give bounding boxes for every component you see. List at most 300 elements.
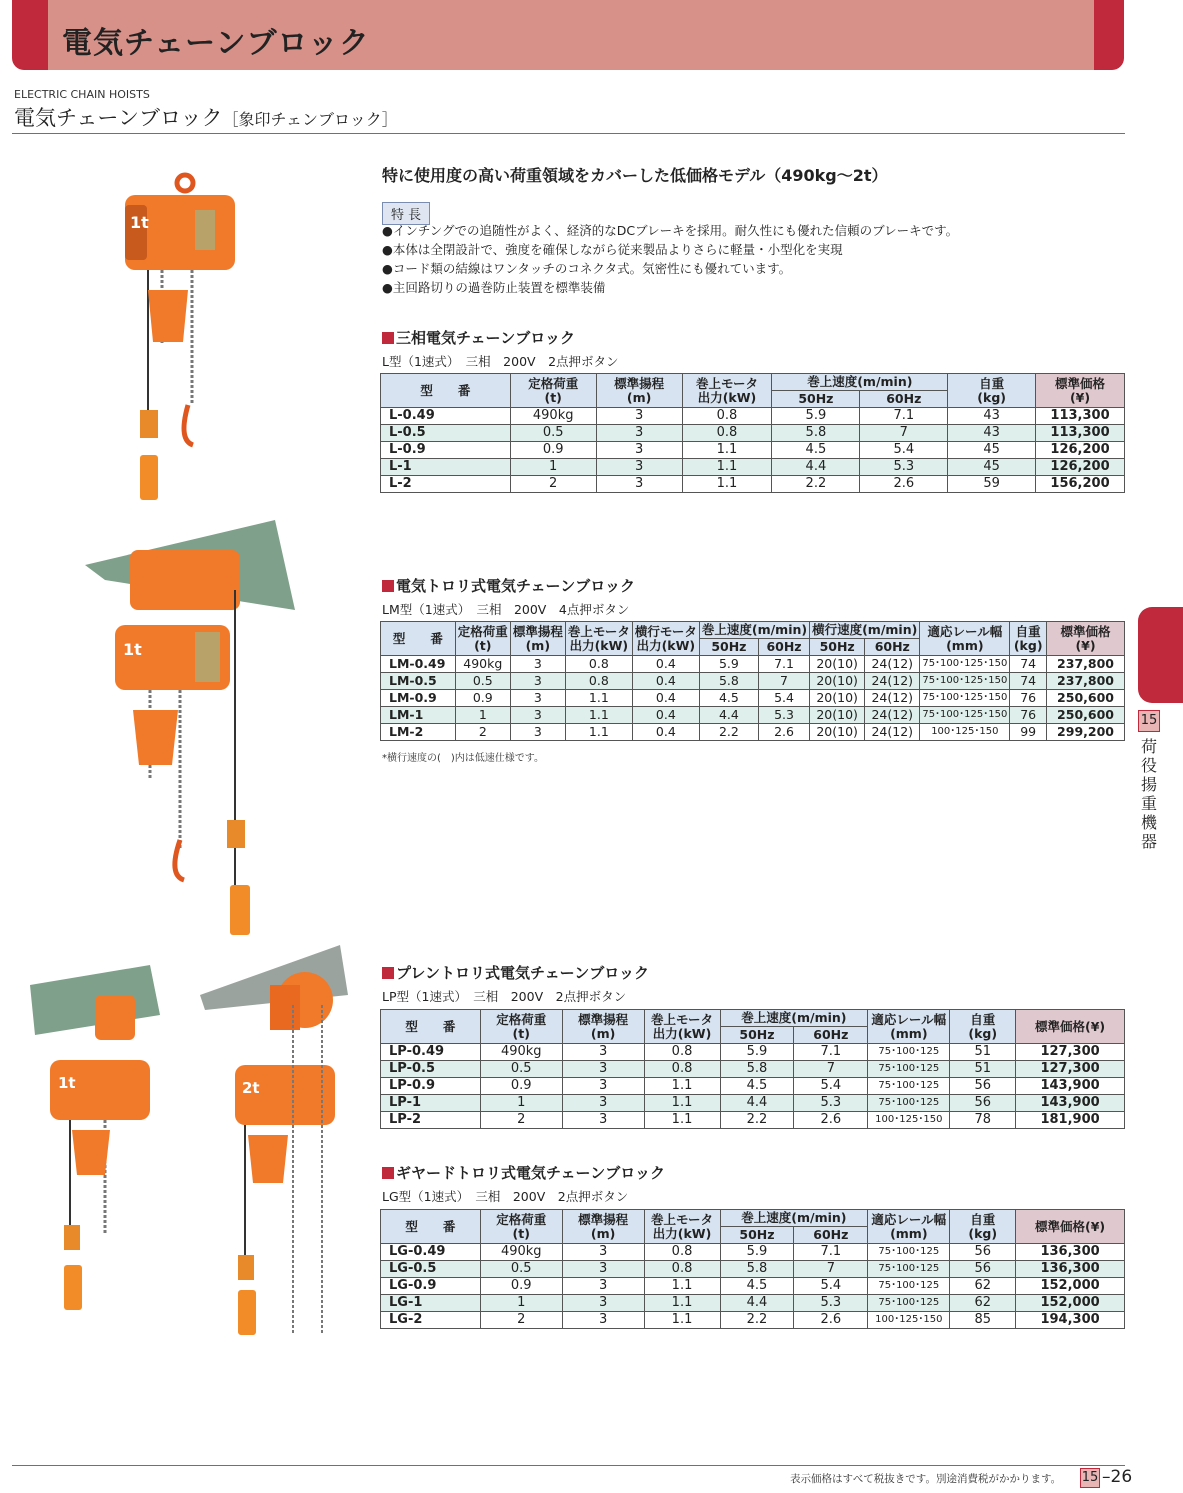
section-title-text: ギヤードトロリ式電気チェーンブロック: [396, 1164, 665, 1182]
col-header-weight: 自重 (kg): [1010, 622, 1047, 656]
table-cell: 1.1: [644, 1078, 720, 1095]
table-cell: 56: [950, 1244, 1016, 1261]
table-cell: 3: [562, 1061, 644, 1078]
table-cell: 56: [950, 1078, 1016, 1095]
price-cell: 127,300: [1016, 1061, 1125, 1078]
col-header-motor: 巻上モータ 出力(kW): [644, 1010, 720, 1044]
table-cell: 45: [948, 459, 1036, 476]
col-header-60hz: 60Hz: [865, 639, 920, 656]
table-cell: 74: [1010, 656, 1047, 673]
table-cell: 56: [950, 1095, 1016, 1112]
col-header-lift: 標準揚程 (m): [510, 622, 565, 656]
table-cell: 0.8: [644, 1044, 720, 1061]
spec-table-lm: [380, 621, 1125, 741]
table-cell: 20(10): [810, 707, 865, 724]
model-cell: LG-2: [381, 1312, 481, 1329]
price-cell: 237,800: [1047, 656, 1125, 673]
table-cell: 75･100･125: [868, 1061, 950, 1078]
table-cell: 7: [794, 1261, 868, 1278]
table-row: [381, 690, 1125, 707]
table-cell: 3: [510, 690, 565, 707]
col-header-60hz: 60Hz: [758, 639, 809, 656]
price-cell: 143,900: [1016, 1078, 1125, 1095]
subtitle-en: ELECTRIC CHAIN HOISTS: [14, 88, 150, 101]
col-header-speed: 巻上速度(m/min): [699, 622, 809, 639]
model-cell: L-0.49: [381, 408, 511, 425]
price-cell: 127,300: [1016, 1044, 1125, 1061]
table-cell: 7: [758, 673, 809, 690]
table-cell: 4.5: [699, 690, 758, 707]
table-cell: 2.6: [758, 724, 809, 741]
section-marker: [382, 967, 394, 979]
section-subtitle-lm: LM型（1速式） 三相 200V 4点押ボタン: [382, 602, 630, 617]
table-cell: 4.5: [720, 1078, 794, 1095]
table-row: [381, 1061, 1125, 1078]
col-header-50hz: 50Hz: [810, 639, 865, 656]
capacity-label: 1t: [58, 1074, 76, 1092]
table-row: [381, 1044, 1125, 1061]
table-cell: 5.8: [772, 425, 860, 442]
table-row: [381, 442, 1125, 459]
col-header-speed: 巻上速度(m/min): [720, 1010, 868, 1027]
model-cell: L-2: [381, 476, 511, 493]
price-cell: 181,900: [1016, 1112, 1125, 1129]
table-cell: 3: [596, 408, 682, 425]
table-cell: 3: [596, 442, 682, 459]
page-number: –26: [1102, 1467, 1133, 1487]
table-cell: 3: [562, 1112, 644, 1129]
col-header-load: 定格荷重 (t): [510, 374, 596, 408]
table-cell: 3: [510, 673, 565, 690]
col-header-traverse-motor: 横行モータ 出力(kW): [632, 622, 699, 656]
table-cell: 62: [950, 1278, 1016, 1295]
table-cell: 75･100･125: [868, 1078, 950, 1095]
price-cell: 152,000: [1016, 1295, 1125, 1312]
table-cell: 2: [480, 1112, 562, 1129]
side-chapter-number: 15: [1138, 710, 1160, 732]
model-cell: L-0.9: [381, 442, 511, 459]
table-row: [381, 476, 1125, 493]
side-tab: [1138, 607, 1183, 703]
table-cell: 4.4: [720, 1295, 794, 1312]
table-cell: 75･100･125: [868, 1295, 950, 1312]
table-cell: 56: [950, 1261, 1016, 1278]
price-cell: 152,000: [1016, 1278, 1125, 1295]
price-cell: 113,300: [1036, 408, 1125, 425]
table-cell: 75･100･125: [868, 1278, 950, 1295]
hoist-photo-lp-lg: [30, 945, 350, 1340]
col-header-50hz: 50Hz: [720, 1027, 794, 1044]
section-marker: [382, 1167, 394, 1179]
table-cell: 1: [480, 1095, 562, 1112]
price-cell: 126,200: [1036, 459, 1125, 476]
col-header-rail: 適応レール幅 (mm): [868, 1210, 950, 1244]
table-cell: 490kg: [510, 408, 596, 425]
table-cell: 51: [950, 1044, 1016, 1061]
table-cell: 5.4: [860, 442, 948, 459]
section-title-lp: [382, 962, 649, 983]
table-cell: 1.1: [682, 442, 772, 459]
table-cell: 4.5: [772, 442, 860, 459]
table-cell: 7.1: [794, 1044, 868, 1061]
header-rule: [12, 133, 1125, 134]
lead-text: 特に使用度の高い荷重領域をカバーした低価格モデル（490kg〜2t）: [382, 166, 888, 185]
col-header-motor: 巻上モータ 出力(kW): [644, 1210, 720, 1244]
table-cell: 5.3: [794, 1095, 868, 1112]
table-cell: 3: [562, 1244, 644, 1261]
table-cell: 4.4: [772, 459, 860, 476]
table-row: [381, 1261, 1125, 1278]
table-cell: 4.5: [720, 1278, 794, 1295]
table-cell: 45: [948, 442, 1036, 459]
price-cell: 136,300: [1016, 1261, 1125, 1278]
table-row: [381, 1095, 1125, 1112]
table-cell: 24(12): [865, 690, 920, 707]
table-cell: 0.8: [565, 656, 632, 673]
traverse-speed-note: *横行速度の( )内は低速仕様です。: [382, 753, 545, 764]
spec-table-lg: [380, 1209, 1125, 1329]
table-cell: 0.8: [644, 1261, 720, 1278]
model-cell: LG-0.9: [381, 1278, 481, 1295]
table-cell: 2.2: [720, 1112, 794, 1129]
price-cell: 194,300: [1016, 1312, 1125, 1329]
section-subtitle-lp: LP型（1速式） 三相 200V 2点押ボタン: [382, 989, 627, 1004]
table-row: [381, 1312, 1125, 1329]
table-row: [381, 673, 1125, 690]
table-cell: 59: [948, 476, 1036, 493]
capacity-label: 2t: [242, 1079, 260, 1097]
col-header-lift: 標準揚程 (m): [562, 1210, 644, 1244]
table-cell: 1: [480, 1295, 562, 1312]
table-cell: 4.4: [699, 707, 758, 724]
table-cell: 1.1: [565, 707, 632, 724]
header-banner: [12, 0, 1124, 70]
col-header-rail: 適応レール幅 (mm): [868, 1010, 950, 1044]
table-cell: 5.8: [699, 673, 758, 690]
section-title-lm: [382, 575, 635, 596]
table-cell: 99: [1010, 724, 1047, 741]
feature-item: ●コード類の結線はワンタッチのコネクタ式。気密性にも優れています。: [382, 261, 792, 276]
table-cell: 3: [596, 476, 682, 493]
table-cell: 43: [948, 425, 1036, 442]
capacity-label: 1t: [123, 640, 142, 659]
table-cell: 3: [510, 707, 565, 724]
table-cell: 1.1: [565, 690, 632, 707]
price-cell: 113,300: [1036, 425, 1125, 442]
footer-rule: [12, 1465, 1125, 1466]
table-cell: 1: [455, 707, 510, 724]
table-cell: 490kg: [480, 1044, 562, 1061]
table-cell: 3: [562, 1295, 644, 1312]
section-title-text: 電気トロリ式電気チェーンブロック: [396, 577, 635, 595]
section-subtitle-lg: LG型（1速式） 三相 200V 2点押ボタン: [382, 1189, 629, 1204]
table-cell: 76: [1010, 707, 1047, 724]
table-row: [381, 1244, 1125, 1261]
capacity-label: 1t: [130, 213, 149, 232]
col-header-traverse-speed: 横行速度(m/min): [810, 622, 920, 639]
col-header-rail: 適応レール幅 (mm): [920, 622, 1010, 656]
table-cell: 24(12): [865, 673, 920, 690]
table-cell: 0.4: [632, 690, 699, 707]
table-row: [381, 408, 1125, 425]
table-cell: 1.1: [644, 1095, 720, 1112]
table-cell: 20(10): [810, 724, 865, 741]
table-cell: 3: [562, 1312, 644, 1329]
table-cell: 75･100･125: [868, 1261, 950, 1278]
table-cell: 7: [794, 1061, 868, 1078]
table-cell: 4.4: [720, 1095, 794, 1112]
table-cell: 2: [480, 1312, 562, 1329]
table-cell: 3: [562, 1078, 644, 1095]
table-cell: 5.9: [720, 1244, 794, 1261]
section-marker: [382, 332, 394, 344]
table-cell: 3: [562, 1044, 644, 1061]
table-cell: 7.1: [860, 408, 948, 425]
table-cell: 490kg: [480, 1244, 562, 1261]
model-cell: L-1: [381, 459, 511, 476]
table-cell: 1.1: [644, 1295, 720, 1312]
table-cell: 3: [562, 1261, 644, 1278]
model-cell: LP-0.9: [381, 1078, 481, 1095]
table-cell: 5.9: [772, 408, 860, 425]
table-cell: 7.1: [794, 1244, 868, 1261]
section-title-l: [382, 327, 575, 348]
table-row: [381, 1112, 1125, 1129]
col-header-motor: 巻上モータ 出力(kW): [682, 374, 772, 408]
col-header-price: 標準価格(¥): [1016, 1010, 1125, 1044]
table-cell: 0.8: [565, 673, 632, 690]
table-cell: 0.9: [455, 690, 510, 707]
table-cell: 7.1: [758, 656, 809, 673]
table-cell: 51: [950, 1061, 1016, 1078]
table-cell: 0.4: [632, 656, 699, 673]
table-cell: 0.5: [480, 1061, 562, 1078]
table-cell: 5.9: [720, 1044, 794, 1061]
page-title: 電気チェーンブロック: [62, 26, 370, 61]
table-row: [381, 1078, 1125, 1095]
price-cell: 250,600: [1047, 707, 1125, 724]
section-title-text: 三相電気チェーンブロック: [396, 329, 575, 347]
model-cell: LP-2: [381, 1112, 481, 1129]
table-cell: 0.4: [632, 724, 699, 741]
model-cell: LM-1: [381, 707, 456, 724]
feature-item: ●本体は全閉設計で、強度を確保しながら従来製品よりさらに軽量・小型化を実現: [382, 242, 843, 257]
price-cell: 250,600: [1047, 690, 1125, 707]
table-cell: 100･125･150: [868, 1312, 950, 1329]
footer-note: 表示価格はすべて税抜きです。別途消費税がかかります。: [790, 1473, 1062, 1485]
table-cell: 0.4: [632, 707, 699, 724]
section-title-lg: [382, 1162, 665, 1183]
model-cell: LM-2: [381, 724, 456, 741]
table-cell: 0.5: [455, 673, 510, 690]
table-row: [381, 1278, 1125, 1295]
spec-table-body: [381, 408, 1125, 493]
col-header-weight: 自重 (kg): [948, 374, 1036, 408]
table-cell: 1.1: [644, 1312, 720, 1329]
spec-table-body: [381, 656, 1125, 741]
model-cell: LM-0.9: [381, 690, 456, 707]
features-list: [382, 221, 958, 297]
table-cell: 62: [950, 1295, 1016, 1312]
table-cell: 0.9: [480, 1278, 562, 1295]
table-cell: 3: [562, 1278, 644, 1295]
table-cell: 3: [510, 656, 565, 673]
table-cell: 75･100･125: [868, 1095, 950, 1112]
table-cell: 100･125･150: [920, 724, 1010, 741]
col-header-price: 標準価格 (¥): [1047, 622, 1125, 656]
subtitle-ja-bracket: ［象印チェンブロック］: [222, 110, 398, 129]
table-cell: 20(10): [810, 690, 865, 707]
table-cell: 5.9: [699, 656, 758, 673]
col-header-50hz: 50Hz: [720, 1227, 794, 1244]
model-cell: LP-1: [381, 1095, 481, 1112]
feature-item: ●インチングでの追随性がよく、経済的なDCブレーキを採用。耐久性にも優れた信頼のブレーキです。: [382, 223, 959, 238]
col-header-lift: 標準揚程 (m): [596, 374, 682, 408]
table-cell: 100･125･150: [868, 1112, 950, 1129]
col-header-load: 定格荷重 (t): [480, 1210, 562, 1244]
table-row: [381, 459, 1125, 476]
table-cell: 2.6: [860, 476, 948, 493]
model-cell: L-0.5: [381, 425, 511, 442]
spec-table-body: [381, 1244, 1125, 1329]
table-cell: 5.8: [720, 1261, 794, 1278]
col-header-50hz: 50Hz: [772, 391, 860, 408]
table-row: [381, 724, 1125, 741]
table-cell: 75･100･125･150: [920, 656, 1010, 673]
table-cell: 0.8: [644, 1244, 720, 1261]
table-cell: 5.3: [758, 707, 809, 724]
table-cell: 74: [1010, 673, 1047, 690]
table-cell: 0.8: [644, 1061, 720, 1078]
table-cell: 3: [510, 724, 565, 741]
model-cell: LM-0.5: [381, 673, 456, 690]
table-cell: 85: [950, 1312, 1016, 1329]
model-cell: LP-0.49: [381, 1044, 481, 1061]
table-cell: 0.9: [480, 1078, 562, 1095]
table-cell: 1.1: [682, 476, 772, 493]
section-subtitle-l: L型（1速式） 三相 200V 2点押ボタン: [382, 354, 619, 369]
col-header-model: 型 番: [381, 1210, 481, 1244]
table-cell: 24(12): [865, 656, 920, 673]
section-marker: [382, 580, 394, 592]
table-cell: 3: [596, 459, 682, 476]
col-header-model: 型 番: [381, 1010, 481, 1044]
hoist-photo-lm: [85, 520, 295, 940]
price-cell: 126,200: [1036, 442, 1125, 459]
col-header-price: 標準価格 (¥): [1036, 374, 1125, 408]
col-header-60hz: 60Hz: [794, 1027, 868, 1044]
hoist-photo-l: [100, 165, 240, 505]
table-row: [381, 656, 1125, 673]
col-header-60hz: 60Hz: [794, 1227, 868, 1244]
table-cell: 7: [860, 425, 948, 442]
table-cell: 75･100･125･150: [920, 690, 1010, 707]
table-cell: 75･100･125･150: [920, 707, 1010, 724]
feature-item: ●主回路切りの過巻防止装置を標準装備: [382, 280, 606, 295]
table-cell: 1.1: [644, 1278, 720, 1295]
table-cell: 2.2: [699, 724, 758, 741]
table-cell: 2.6: [794, 1112, 868, 1129]
spec-table-l: [380, 373, 1125, 493]
table-cell: 5.3: [860, 459, 948, 476]
price-cell: 143,900: [1016, 1095, 1125, 1112]
table-cell: 75･100･125: [868, 1244, 950, 1261]
table-row: [381, 425, 1125, 442]
table-cell: 0.4: [632, 673, 699, 690]
table-cell: 2.2: [720, 1312, 794, 1329]
table-row: [381, 707, 1125, 724]
table-cell: 43: [948, 408, 1036, 425]
col-header-speed: 巻上速度(m/min): [720, 1210, 868, 1227]
col-header-50hz: 50Hz: [699, 639, 758, 656]
col-header-speed: 巻上速度(m/min): [772, 374, 948, 391]
table-cell: 3: [562, 1095, 644, 1112]
table-row: [381, 1295, 1125, 1312]
table-cell: 2: [455, 724, 510, 741]
table-cell: 3: [596, 425, 682, 442]
banner-right-accent: [1094, 0, 1124, 70]
table-cell: 78: [950, 1112, 1016, 1129]
table-cell: 0.9: [510, 442, 596, 459]
features-label: 特 長: [382, 202, 430, 225]
price-cell: 237,800: [1047, 673, 1125, 690]
spec-table-body: [381, 1044, 1125, 1129]
model-cell: LG-0.49: [381, 1244, 481, 1261]
table-cell: 75･100･125･150: [920, 673, 1010, 690]
table-cell: 2.2: [772, 476, 860, 493]
table-cell: 1.1: [682, 459, 772, 476]
table-cell: 0.5: [480, 1261, 562, 1278]
table-cell: 24(12): [865, 724, 920, 741]
model-cell: LG-1: [381, 1295, 481, 1312]
spec-table-lp: [380, 1009, 1125, 1129]
page-chapter-box: 15: [1080, 1468, 1100, 1488]
price-cell: 156,200: [1036, 476, 1125, 493]
table-cell: 5.8: [720, 1061, 794, 1078]
table-cell: 1: [510, 459, 596, 476]
table-cell: 20(10): [810, 656, 865, 673]
table-cell: 1.1: [644, 1112, 720, 1129]
col-header-load: 定格荷重 (t): [480, 1010, 562, 1044]
table-cell: 24(12): [865, 707, 920, 724]
table-cell: 5.4: [794, 1078, 868, 1095]
price-cell: 299,200: [1047, 724, 1125, 741]
table-cell: 1.1: [565, 724, 632, 741]
table-cell: 75･100･125: [868, 1044, 950, 1061]
col-header-weight: 自重 (kg): [950, 1210, 1016, 1244]
col-header-60hz: 60Hz: [860, 391, 948, 408]
col-header-motor: 巻上モータ 出力(kW): [565, 622, 632, 656]
price-cell: 136,300: [1016, 1244, 1125, 1261]
model-cell: LM-0.49: [381, 656, 456, 673]
table-cell: 5.3: [794, 1295, 868, 1312]
section-title-text: プレントロリ式電気チェーンブロック: [396, 964, 649, 982]
table-cell: 0.8: [682, 425, 772, 442]
col-header-model: 型 番: [381, 622, 456, 656]
subtitle-ja-main: 電気チェーンブロック: [14, 106, 223, 130]
table-cell: 20(10): [810, 673, 865, 690]
table-cell: 5.4: [758, 690, 809, 707]
col-header-price: 標準価格(¥): [1016, 1210, 1125, 1244]
col-header-weight: 自重 (kg): [950, 1010, 1016, 1044]
table-cell: 2: [510, 476, 596, 493]
col-header-load: 定格荷重 (t): [455, 622, 510, 656]
side-category: 荷役揚重機器: [1141, 737, 1158, 851]
model-cell: LP-0.5: [381, 1061, 481, 1078]
col-header-model: 型 番: [381, 374, 511, 408]
model-cell: LG-0.5: [381, 1261, 481, 1278]
table-cell: 2.6: [794, 1312, 868, 1329]
